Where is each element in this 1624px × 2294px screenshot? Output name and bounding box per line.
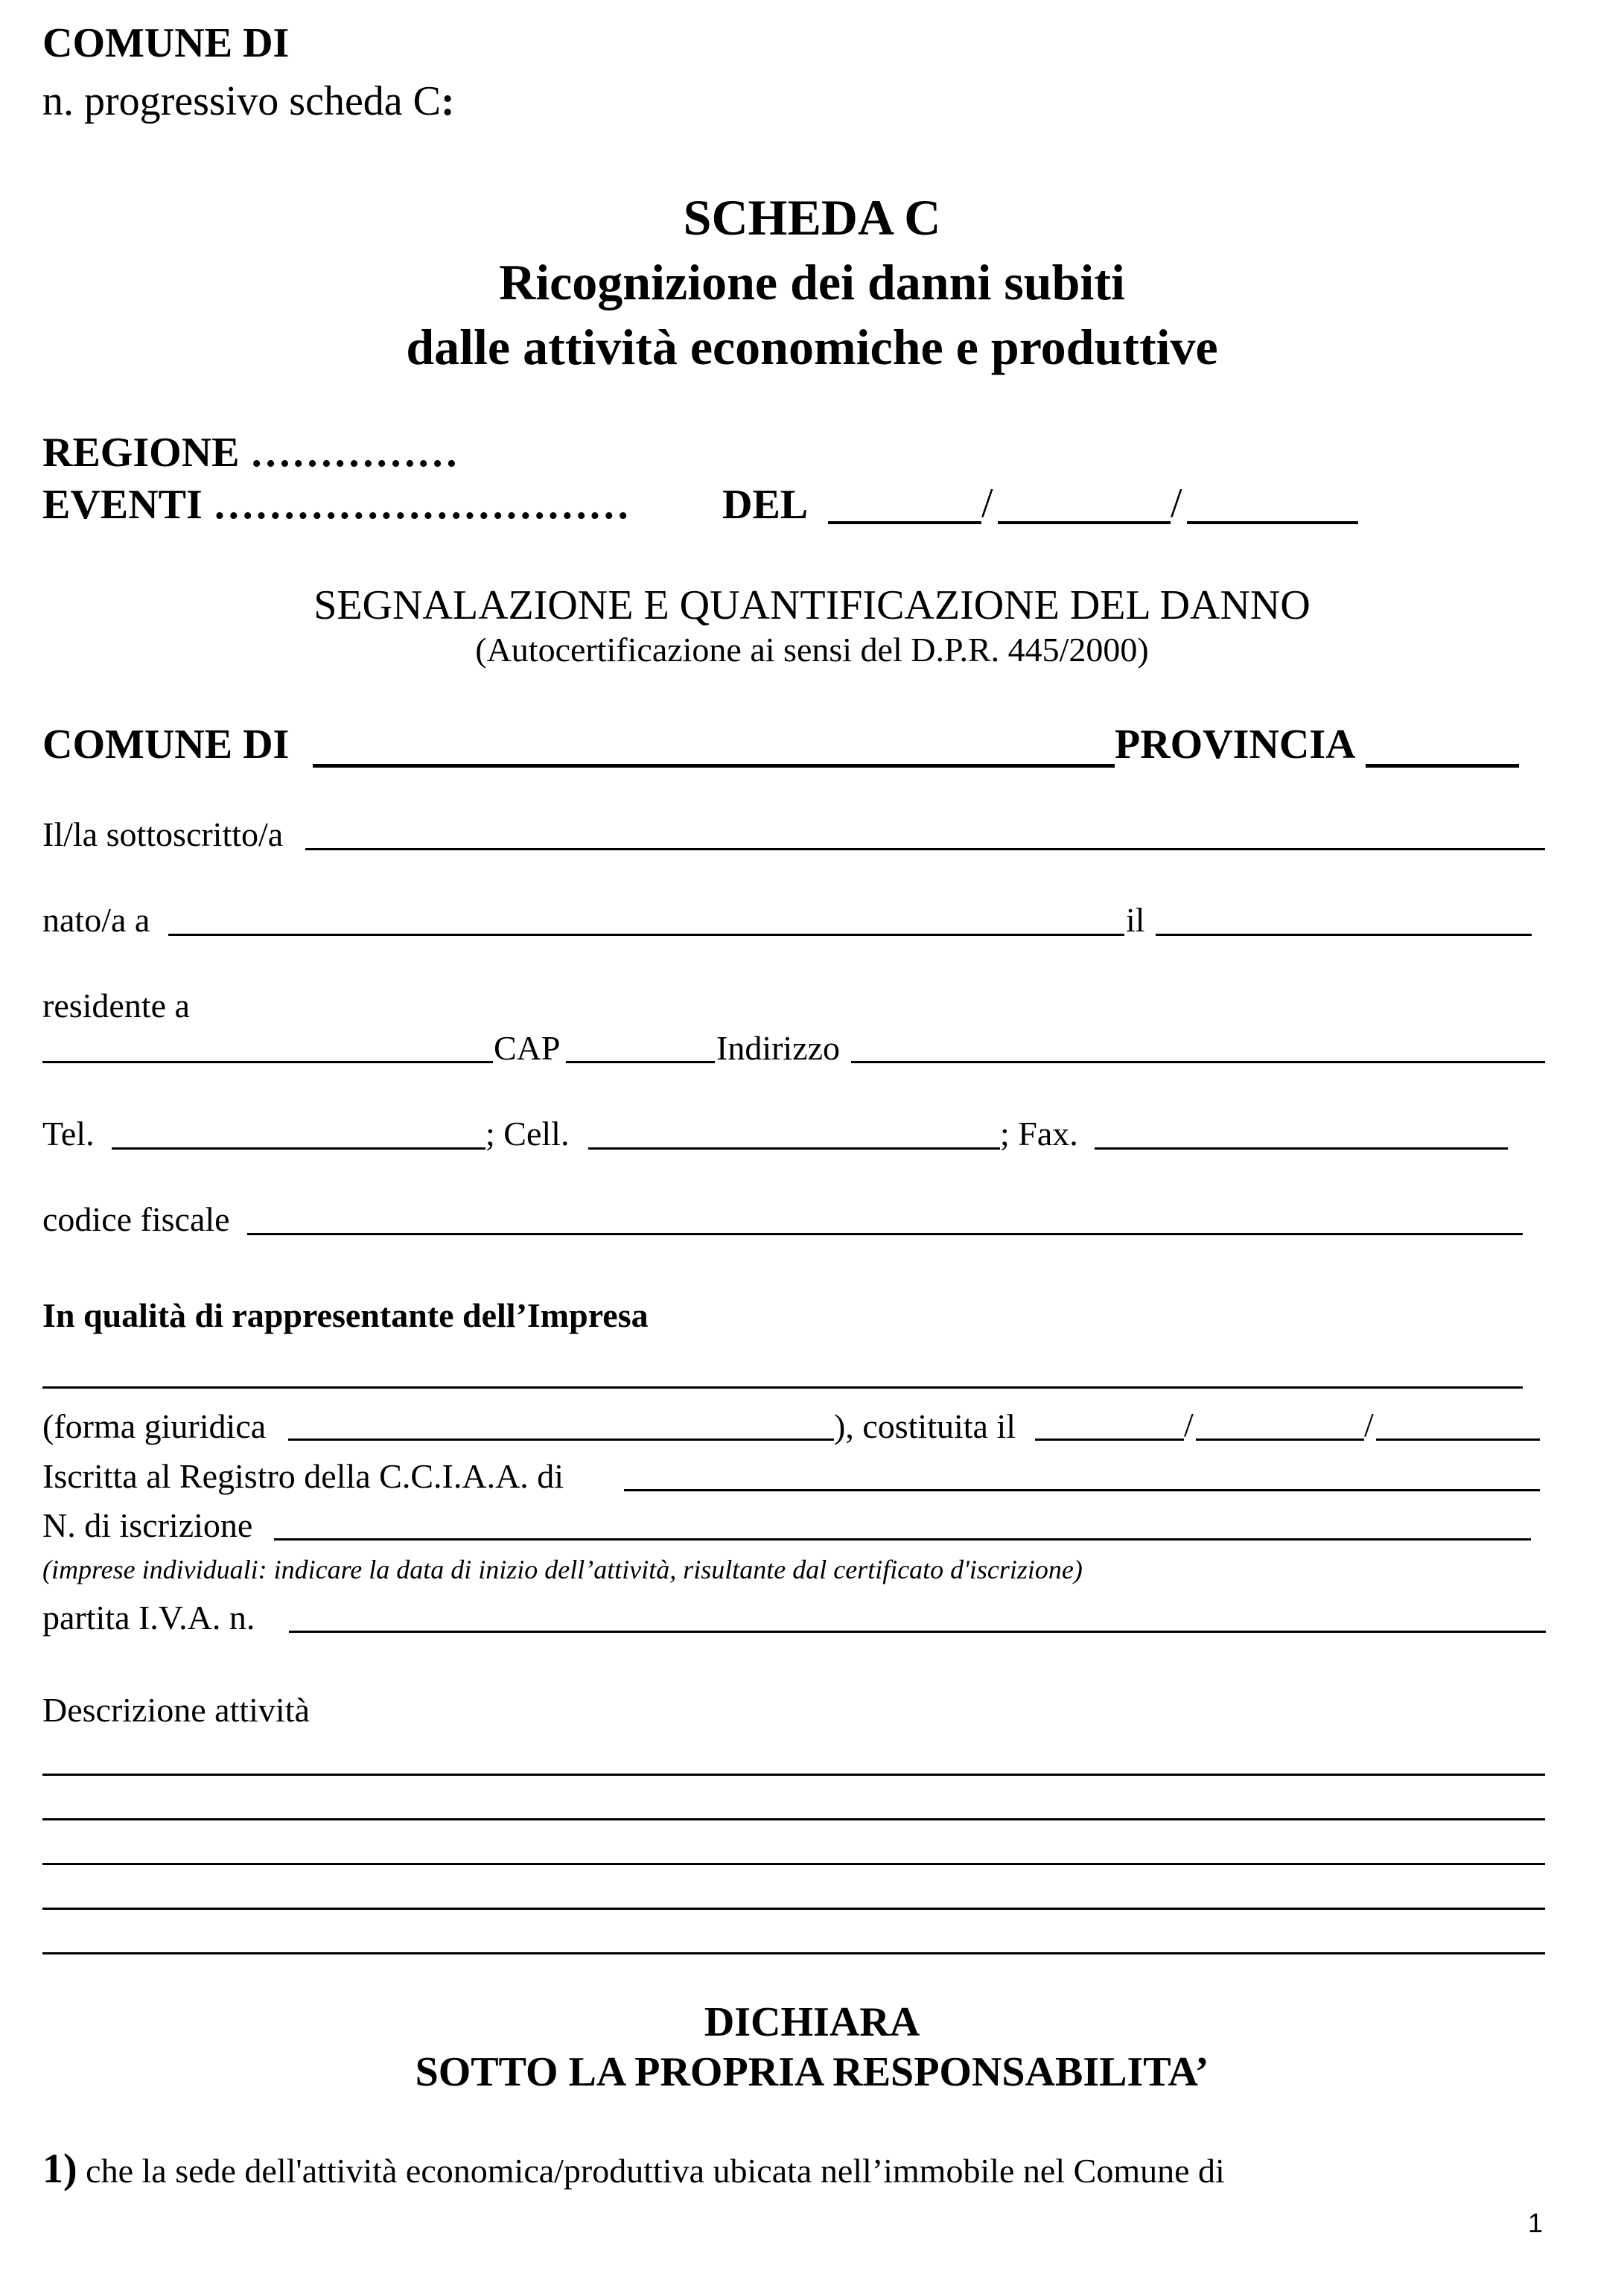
- sottoscritto-label: Il/la sottoscritto/a: [42, 815, 284, 853]
- provincia-field[interactable]: [1366, 764, 1519, 768]
- imprese-note: (imprese individuali: indicare la data di inizio dell’attività, risultante dal certificato d'iscrizione): [42, 1555, 1083, 1584]
- comune-field[interactable]: [313, 764, 1115, 768]
- iva-label: partita I.V.A. n.: [42, 1599, 255, 1637]
- iscrizione-label: N. di iscrizione: [42, 1506, 253, 1544]
- comune-label: COMUNE DI: [42, 721, 290, 768]
- event-day-field[interactable]: [828, 521, 981, 524]
- registro-field[interactable]: [624, 1489, 1540, 1491]
- progressivo-colon: :: [441, 78, 455, 124]
- iva-field[interactable]: [289, 1631, 1546, 1633]
- tel-label: Tel.: [42, 1115, 95, 1153]
- subtitle-segnalazione: SEGNALAZIONE E QUANTIFICAZIONE DEL DANNO: [313, 582, 1311, 628]
- item-text: che la sede dell'attività economica/produttiva ubicata nell’immobile nel Comune di: [77, 2152, 1225, 2190]
- event-year-field[interactable]: [1187, 521, 1358, 524]
- residente-field[interactable]: [42, 1061, 493, 1063]
- costituita-month-field[interactable]: [1196, 1438, 1364, 1441]
- costituita-label: ), costituita il: [834, 1407, 1016, 1445]
- codice-fiscale-label: codice fiscale: [42, 1200, 230, 1238]
- subtitle-autocertificazione: (Autocertificazione ai sensi del D.P.R. 445/2000): [475, 631, 1149, 669]
- costituita-slash-2: /: [1364, 1406, 1374, 1444]
- descrizione-line[interactable]: [42, 1952, 1545, 1954]
- tel-field[interactable]: [112, 1147, 485, 1150]
- fax-field[interactable]: [1095, 1147, 1508, 1150]
- registro-label: Iscritta al Registro della C.C.I.A.A. di: [42, 1457, 564, 1495]
- responsabilita-heading: SOTTO LA PROPRIA RESPONSABILITA’: [415, 2049, 1209, 2095]
- descrizione-line[interactable]: [42, 1818, 1545, 1820]
- residente-label: residente a: [42, 987, 190, 1025]
- regione-label: REGIONE ……………: [42, 430, 459, 476]
- nato-label: nato/a a: [42, 901, 150, 939]
- event-date-slash-2: /: [1171, 480, 1182, 526]
- descrizione-label: Descrizione attività: [42, 1691, 310, 1729]
- impresa-name-field[interactable]: [42, 1386, 1523, 1389]
- forma-giuridica-field[interactable]: [288, 1438, 834, 1441]
- declaration-item-1: [42, 2148, 1225, 2190]
- title-ricognizione: Ricognizione dei danni subiti: [499, 254, 1125, 310]
- il-label: il: [1126, 901, 1145, 939]
- provincia-label: PROVINCIA: [1115, 721, 1356, 768]
- event-date-slash-1: /: [981, 480, 993, 526]
- cell-label: ; Cell.: [485, 1115, 570, 1153]
- costituita-year-field[interactable]: [1376, 1438, 1540, 1441]
- cap-label: CAP: [494, 1029, 561, 1067]
- birth-date-field[interactable]: [1156, 934, 1532, 936]
- descrizione-line[interactable]: [42, 1908, 1545, 1910]
- dichiara-heading: DICHIARA: [704, 1999, 920, 2045]
- descrizione-line[interactable]: [42, 1863, 1545, 1865]
- costituita-day-field[interactable]: [1035, 1438, 1184, 1441]
- descrizione-line[interactable]: [42, 1774, 1545, 1776]
- title-attivita: dalle attività economiche e produttive: [406, 319, 1218, 375]
- sottoscritto-field[interactable]: [305, 848, 1545, 850]
- indirizzo-field[interactable]: [851, 1061, 1545, 1063]
- del-label: DEL: [722, 482, 809, 528]
- indirizzo-label: Indirizzo: [716, 1029, 841, 1067]
- cell-field[interactable]: [588, 1147, 1000, 1150]
- forma-giuridica-label: (forma giuridica: [42, 1407, 267, 1445]
- event-month-field[interactable]: [998, 521, 1171, 524]
- header-comune-label: COMUNE DI: [42, 20, 290, 66]
- page-number: 1: [1528, 2208, 1544, 2238]
- fax-label: ; Fax.: [1000, 1115, 1078, 1153]
- progressivo-line: [42, 80, 455, 122]
- iscrizione-field[interactable]: [274, 1538, 1531, 1541]
- item-number: 1): [42, 2146, 77, 2192]
- nato-field[interactable]: [168, 934, 1124, 936]
- impresa-heading: In qualità di rappresentante dell’Impresa: [42, 1296, 649, 1334]
- costituita-slash-1: /: [1184, 1406, 1194, 1444]
- title-scheda: SCHEDA C: [683, 189, 941, 246]
- cap-field[interactable]: [566, 1061, 715, 1063]
- codice-fiscale-field[interactable]: [247, 1233, 1523, 1235]
- eventi-label: EVENTI …………………………: [42, 482, 630, 528]
- progressivo-label: n. progressivo scheda C: [42, 78, 442, 124]
